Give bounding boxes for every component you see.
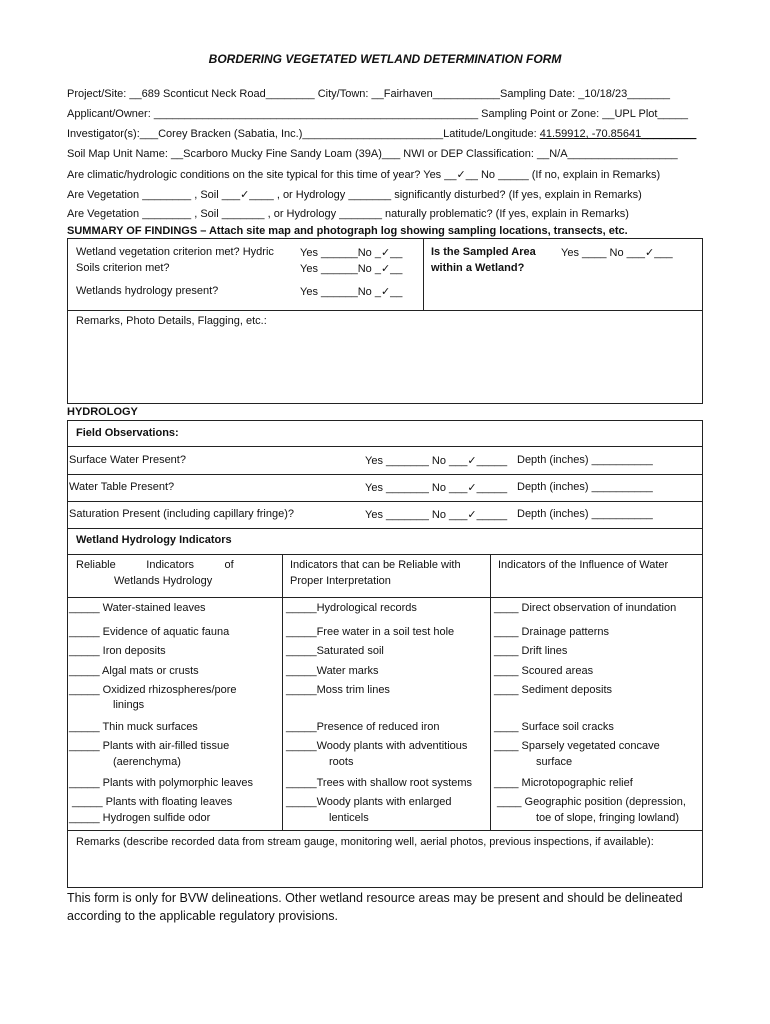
investigator-label: Investigator(s):: [67, 128, 140, 140]
indicators-col-divider-2: [490, 554, 491, 830]
row-divider-3: [67, 528, 703, 529]
indicator-oxidized-rhizospheres-cont: linings: [113, 699, 145, 711]
sampled-area-question: Is the Sampled Area: [431, 246, 536, 258]
indicator-reduced-iron[interactable]: _____Presence of reduced iron: [286, 721, 440, 733]
soils-criterion-label: Soils criterion met?: [76, 262, 170, 274]
header-line-1: [67, 88, 670, 100]
indicator-water-stained-leaves[interactable]: _____ Water-stained leaves: [69, 602, 206, 614]
indicator-geographic-position[interactable]: ____ Geographic position (depression,: [497, 796, 686, 808]
summary-column-divider: [423, 238, 424, 310]
project-label: Project/Site:: [67, 88, 130, 100]
indicators-heading: Wetland Hydrology Indicators: [76, 534, 232, 546]
indicator-geographic-position-cont: toe of slope, fringing lowland): [536, 812, 680, 824]
indicator-adventitious-roots[interactable]: _____Woody plants with adventitious: [286, 740, 468, 752]
header-line-3: [67, 128, 696, 140]
indicators-bottom-divider: [67, 830, 703, 831]
field-observations-heading: Field Observations:: [76, 427, 179, 439]
indicator-hydrogen-sulfide[interactable]: _____ Hydrogen sulfide odor: [69, 812, 211, 824]
indicator-algal-mats[interactable]: _____ Algal mats or crusts: [69, 665, 199, 677]
indicator-direct-inundation[interactable]: ____ Direct observation of inundation: [494, 602, 677, 614]
indicator-enlarged-lenticels[interactable]: _____Woody plants with enlarged: [286, 796, 452, 808]
summary-remarks-label: Remarks, Photo Details, Flagging, etc.:: [76, 315, 267, 327]
indicator-sparsely-vegetated[interactable]: ____ Sparsely vegetated concave: [494, 740, 660, 752]
indicator-iron-deposits[interactable]: _____ Iron deposits: [69, 645, 166, 657]
sampling-point-value[interactable]: __UPL Plot_____: [602, 108, 689, 120]
indicator-water-marks[interactable]: _____Water marks: [286, 665, 379, 677]
footer-note: This form is only for BVW delineations. Other wetland resource areas may be present and should be delineated according to the applicable regulatory provisions.: [67, 891, 683, 923]
soils-criterion-answer[interactable]: Yes ______No _✓__: [300, 263, 403, 275]
col2-header-a: Indicators that can be Reliable with: [290, 559, 461, 571]
indicators-col-divider-1: [282, 554, 283, 830]
nwi-label: NWI or DEP Classification:: [400, 148, 537, 160]
hydrology-heading: HYDROLOGY: [67, 406, 138, 418]
latlong-value[interactable]: 41.59912, -70.85641_________: [539, 128, 697, 140]
soil-label: Soil Map Unit Name:: [67, 148, 171, 160]
summary-heading: SUMMARY OF FINDINGS – Attach site map and photograph log showing sampling locations, transects, etc.: [67, 225, 628, 237]
date-value[interactable]: _10/18/23_______: [578, 88, 671, 100]
nwi-value[interactable]: __N/A__________________: [536, 148, 678, 160]
indicator-surface-cracks[interactable]: ____ Surface soil cracks: [494, 721, 614, 733]
conditions-question: Are climatic/hydrologic conditions on the site typical for this time of year? Yes __✓__ No _____ (If no, explain in Remarks): [67, 169, 661, 181]
sampled-area-answer[interactable]: Yes ____ No ___✓___: [561, 247, 673, 259]
veg-criterion-answer[interactable]: Yes ______No _✓__: [300, 247, 403, 259]
indicator-floating-leaves[interactable]: _____ Plants with floating leaves: [72, 796, 233, 808]
indicator-air-filled-tissue-cont: (aerenchyma): [113, 756, 181, 768]
latlong-label: Latitude/Longitude:: [443, 128, 540, 140]
sampled-area-question-2: within a Wetland?: [431, 262, 525, 274]
hydrology-present-label: Wetlands hydrology present?: [76, 285, 219, 297]
city-value[interactable]: __Fairhaven___________: [371, 88, 500, 100]
indicator-hydrological-records[interactable]: _____Hydrological records: [286, 602, 417, 614]
field-obs-divider: [67, 446, 703, 447]
indicator-drift-lines[interactable]: ____ Drift lines: [494, 645, 568, 657]
indicator-air-filled-tissue[interactable]: _____ Plants with air-filled tissue: [69, 740, 230, 752]
indicator-enlarged-lenticels-cont: lenticels: [329, 812, 369, 824]
indicator-saturated-soil[interactable]: _____Saturated soil: [286, 645, 384, 657]
date-label: Sampling Date:: [499, 88, 579, 100]
water-table-depth[interactable]: Depth (inches) __________: [517, 481, 653, 493]
surface-water-answer[interactable]: Yes _______ No ___✓_____: [365, 455, 508, 467]
header-line-2: [67, 108, 688, 120]
applicant-value[interactable]: _____________________________________________________: [153, 108, 479, 120]
col2-header-b: Proper Interpretation: [290, 575, 391, 587]
disturbed-question: Are Vegetation ________ , Soil ___✓____ , or Hydrology _______ significantly disturbed? (If yes, explain in Remarks): [67, 189, 642, 201]
problematic-question: Are Vegetation ________ , Soil _______ , or Hydrology _______ naturally problematic? (If yes, explain in Remarks): [67, 208, 629, 220]
col1-header-b: Wetlands Hydrology: [114, 575, 213, 587]
saturation-depth[interactable]: Depth (inches) __________: [517, 508, 653, 520]
indicator-moss-trim-lines[interactable]: _____Moss trim lines: [286, 684, 390, 696]
city-label: City/Town:: [314, 88, 372, 100]
indicator-microtopographic-relief[interactable]: ____ Microtopographic relief: [494, 777, 633, 789]
col1-header-a: Reliable Indicators of: [76, 559, 234, 571]
row-divider-1: [67, 474, 703, 475]
indicator-sediment-deposits[interactable]: ____ Sediment deposits: [494, 684, 613, 696]
indicator-thin-muck[interactable]: _____ Thin muck surfaces: [69, 721, 198, 733]
col3-header: Indicators of the Influence of Water: [498, 559, 669, 571]
hydrology-present-answer[interactable]: Yes ______No _✓__: [300, 286, 403, 298]
soil-value[interactable]: __Scarboro Mucky Fine Sandy Loam (39A)___: [170, 148, 401, 160]
saturation-answer[interactable]: Yes _______ No ___✓_____: [365, 509, 508, 521]
indicators-divider: [67, 554, 703, 555]
water-table-label: Water Table Present?: [69, 481, 175, 493]
indicator-adventitious-roots-cont: roots: [329, 756, 354, 768]
sampling-point-label: Sampling Point or Zone:: [478, 108, 603, 120]
indicator-free-water[interactable]: _____Free water in a soil test hole: [286, 626, 455, 638]
saturation-label: Saturation Present (including capillary fringe)?: [69, 508, 295, 520]
indicator-aquatic-fauna[interactable]: _____ Evidence of aquatic fauna: [69, 626, 230, 638]
water-table-answer[interactable]: Yes _______ No ___✓_____: [365, 482, 508, 494]
applicant-label: Applicant/Owner:: [67, 108, 154, 120]
indicator-shallow-roots[interactable]: _____Trees with shallow root systems: [286, 777, 473, 789]
hydrology-remarks-label: Remarks (describe recorded data from stream gauge, monitoring well, aerial photos, previous inspections, if available):: [76, 836, 654, 848]
indicator-scoured-areas[interactable]: ____ Scoured areas: [494, 665, 594, 677]
surface-water-label: Surface Water Present?: [69, 454, 186, 466]
summary-divider: [67, 310, 703, 311]
indicator-polymorphic-leaves[interactable]: _____ Plants with polymorphic leaves: [69, 777, 254, 789]
surface-water-depth[interactable]: Depth (inches) __________: [517, 454, 653, 466]
project-value[interactable]: __689 Sconticut Neck Road________: [129, 88, 315, 100]
veg-criterion-label: Wetland vegetation criterion met? Hydric: [76, 246, 274, 258]
header-line-4: [67, 148, 678, 160]
indicator-drainage-patterns[interactable]: ____ Drainage patterns: [494, 626, 609, 638]
indicator-oxidized-rhizospheres[interactable]: _____ Oxidized rhizospheres/pore: [69, 684, 237, 696]
indicators-header-divider: [67, 597, 703, 598]
investigator-value[interactable]: ___Corey Bracken (Sabatia, Inc.)_______________________: [139, 128, 444, 140]
form-title: BORDERING VEGETATED WETLAND DETERMINATION FORM: [208, 52, 562, 66]
row-divider-2: [67, 501, 703, 502]
indicator-sparsely-vegetated-cont: surface: [536, 756, 573, 768]
